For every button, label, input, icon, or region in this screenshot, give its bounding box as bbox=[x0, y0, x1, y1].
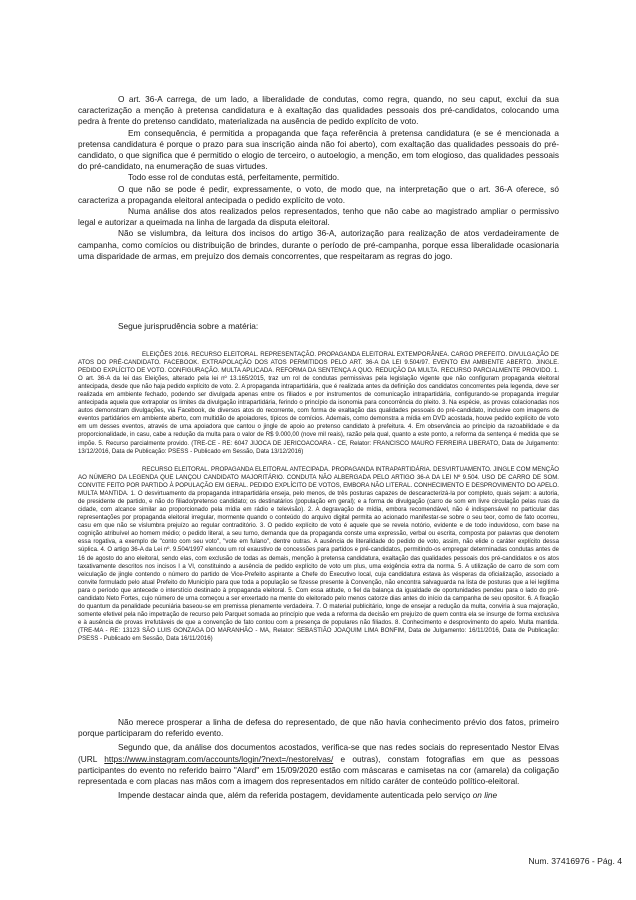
instagram-link[interactable]: https://www.instagram.com/accounts/login/?next=/nestorelvas/ bbox=[104, 753, 334, 764]
paragraph-redes-sociais-end: e outras), constam fotografias em que as pessoas participantes do evento no referido bairro "Alard" em 15/09/2020 estão com máscaras e camisetas na cor (amarela) da coligação representada e com placas nas mãos com a imagem dos representados em nítido caráter de conteúdo político-eleitoral. bbox=[78, 753, 559, 787]
quote-block-tre-ma bbox=[78, 466, 559, 643]
paragraph-rol-condutas: Todo esse rol de condutas está, perfeitamente, permitido. bbox=[128, 172, 340, 183]
jurisprudence-intro: Segue jurisprudência sobre a matéria: bbox=[118, 321, 259, 331]
paragraph-analise-atos: Numa análise dos atos realizados pelos representados, tenho que não cabe ao magistrado ampliar o permissivo legal e autorizar a queimada na linha de largada da disputa eleitoral. bbox=[78, 206, 559, 228]
paragraph-redes-sociais-start: Segundo que, da análise dos documentos acostados, verifica-se que nas redes sociais do representado Nestor Elvas (URL bbox=[78, 742, 559, 764]
page-footer: Num. 37416976 - Pág. 4 bbox=[528, 856, 622, 866]
paragraph-art-36a: O art. 36-A carrega, de um lado, a liberalidade de condutas, como regra, quando, no seu caput, exclui da sua caracterização a menção à pretensa candidatura e à exaltação das qualidades pessoais dos pré-candidatos, colocando uma pedra à frente do pretenso candidato, materializada na ausência de pedido explícito de voto. bbox=[78, 94, 559, 127]
quote-tre-ce: ELEIÇÕES 2016. RECURSO ELEITORAL. REPRESENTAÇÃO. PROPAGANDA ELEITORAL EXTEMPORÂNEA. CARGO PREFEITO. DIVULGAÇÃO DE ATOS DO PRÉ-CANDIDATO. FACEBOOK. EXTRAPOLAÇÃO DOS ATOS PERMITIDOS PELO ART. 36-A DA LEI 9.504/97. EVENTO EM AMBIENTE ABERTO. JINGLE. PEDIDO EXPLÍCITO DE VOTO. CONFIGURAÇÃO. MULTA APLICADA. REFORMA DA SENTENÇA A QUO. REDUÇÃO DA MULTA. RECURSO PARCIALMENTE PROVIDO. 1. O art. 36-A da lei das Eleições, alterado pela lei nº 13.165/2015, traz um rol de condutas permissivas pela legislação vigente que não configuram propaganda eleitoral antecipada, desde que não haja pedido explícito de voto. 2. A propaganda intrapartidária, que é realizada antes da definição dos candidatos concorrentes pela legenda, deve ser realizada em ambiente fechado, podendo ser divulgada apenas entre os filiados e por instrumentos de comunicação intrapartidária, configurando-se propaganda irregular antecipada aquela que extrapolar os limites da divulgação intrapartidária, ferindo o princípio da isonomia para concorrência do pleito. 3. Na espécie, as provas colacionadas nos autos demonstram divulgações, via Facebook, de diversos atos do recorrente, com forma de exaltação das qualidades pessoais do pré-candidato, inclusive com imagens de eventos partidários em ambiente aberto, com multidão de apoiadores, típicos de comícios. Ademais, como demonstra a mídia em DVD acostada, houve pedido explícito de voto em um desses eventos, através de uma apoiadora que cantou o jingle de apoio ao pretenso candidato à prefeitura. 4. Em observância ao princípio da razoabilidade e da proporcionalidade, in casu, cabe a redução da multa para o valor de R$ 9.000,00 (nove mil reais), razão pela qual, quanto a este ponto, a reforma da sentença é medida que se impõe. 5. Recurso parcialmente provido. (TRE-CE - RE: 6047 JIJOCA DE JERICOACOARA - CE, Relator: FRANCISCO MAURO FERREIRA LIBERATO, Data de Julgamento: 13/12/2016, Data de Publicação: PSESS - Publicado em Sessão, Data 13/12/2016) bbox=[78, 351, 559, 455]
closing-section bbox=[78, 717, 559, 801]
quote-block-tre-ce bbox=[78, 351, 559, 456]
paragraph-redes-sociais bbox=[78, 742, 559, 787]
paragraph-impende-italic: on line bbox=[472, 790, 498, 801]
quote-tre-ma: RECURSO ELEITORAL. PROPAGANDA ELEITORAL ANTECIPADA. PROPAGANDA INTRAPARTIDÁRIA. DESVIRTUAMENTO. JINGLE COM MENÇÃO AO NÚMERO DA LEGENDA QUE LANÇOU CANDIDATO MAJORITÁRIO. CONDUTA NÃO ALBERGADA PELO ARTIGO 36-A DA LEI Nº 9.504. USO DE CARRO DE SOM. CONVITE FEITO POR PARTIDO À POPULAÇÃO EM GERAL. PEDIDO EXPLÍCITO DE VOTOS, EMBORA NÃO LITERAL. CONHECIMENTO E DESPROVIMENTO DO APELO. MULTA MANTIDA. 1. O desvirtuamento da propaganda intrapartidária enseja, pelo menos, de três posturas capazes de descaracterizá-la por completo, quais sejam: a autoria, de presidente de partido, e não do filiado/pretenso candidato; os destinatários (população em geral); e a forma de divulgação (carro de som em livre circulação pelas ruas da cidade, com alcance similar ao proporcionado pela mídia em rádio e televisão). 2. A degravação de mídia, embora recomendável, não é indispensável no particular das representações por propaganda eleitoral irregular, mormente quando o conteúdo do arquivo digital permita ao acionado manifestar-se sobre o seu teor, como de fato ocorreu, casu em que não se vislumbra prejuízo ao regular contraditório. 3. O pedido explícito de voto é aquele que se revela notório, evidente e de todo induvidoso, com base na cognição atribuível ao homem médio; o pedido literal, a seu turno, demanda que da propaganda conste uma expressão, verbal ou escrita, composta por palavras que denotem essa rogativa, a exemplo de "conto com seu voto", "vote em fulano", dentre outras. A ausência de literalidade do pedido de voto, assim, não elide o caráter explícito dessa súplica. 4. O artigo 36-A da Lei nº. 9.504/1997 elencou um rol exaustivo de concessões para partidos e pré-candidatos, permitindo-os empregar determinadas condutas antes de 16 de agosto do ano eleitoral, sendo elas, com exclusão de todas as demais, menção à pretensa candidatura, exaltação das qualidades pessoais dos pré-candidatos e os atos taxativamente descritos nos incisos I a VI, constituindo a ausência de pedido explícito de voto um plus, uma exigência extra da norma. 5. A utilização de carro de som com veiculação de jingle contendo o número do partido de Vice-Prefeito aspirante a Chefe do Executivo local, cuja candidatura estava às vésperas da oficialização, associado a convite formulado pelo atual Prefeito do Município para que toda a população se fizesse presente à Convenção, não encontra salvaguarda na lista de posturas que a lei legitima para o período que antecede o interstício destinado à propaganda eleitoral. 5. Com essa atitude, o fiel da balança da igualdade de oportunidades pendeu para o lado do pré-candidato Neto Fortes, cujo número de urna começou a ser enxertado na mente do eleitorado pelo menos catorze dias antes do início da campanha de seu opositor. 6. A fixação do quantum da penalidade pecuniária baseou-se em premissa plenamente verdadeira. 7. O material publicitário, longe de ensejar a redução da multa, conviria à sua majoração, somente efetivel pela não impetração de recurso pelo Parquet somada ao princípio que veda a reforma da decisão em prejuízo de quem contra ela se insurge de forma exclusiva e à ausência de provas irrefutáveis de que a convenção de fato contou com a presença de populares não filiados. 8. Conhecimento e desprovimento do apelo. Multa mantida. (TRE-MA - RE: 13123 SÃO LUIS GONZAGA DO MARANHÃO - MA, Relator: SEBASTIÃO JOAQUIM LIMA BONFIM, Data de Julgamento: 16/11/2016, Data de Publicação: PSESS - Publicado em Sessão, Data 16/11/2016) bbox=[78, 466, 559, 642]
paragraph-defesa: Não merece prosperar a linha de defesa do representado, de que não havia conhecimento prévio dos fatos, primeiro porque participaram do referido evento. bbox=[78, 717, 559, 739]
jurisprudence-heading-block bbox=[78, 321, 559, 332]
paragraph-nao-se-vislumbra: Não se vislumbra, da leitura dos incisos do artigo 36-A, autorização para realização de atos verdadeiramente de campanha, como comícios ou distribuição de brindes, durante o período de pré-campanha, porque essa liberalidade ocasionaria uma disparidade de armas, em prejuízo dos demais concorrentes, que respeitaram as regras do jogo. bbox=[78, 228, 559, 261]
intro-section bbox=[78, 94, 559, 262]
paragraph-consequencia: Em consequência, é permitida a propaganda que faça referência à pretensa candidatura (e se é mencionada a pretensa candidatura é porque o prazo para sua inscrição ainda não foi aberto), com exaltação das qualidades pessoais do pré-candidato, o que significa que é permitido o elogio de terceiro, o autoelogio, a menção, em tom elogioso, das qualidades pessoais do pré-candidato, na enumeração de suas virtudes. bbox=[78, 127, 559, 172]
paragraph-impende bbox=[78, 790, 559, 801]
paragraph-pedido-voto: O que não se pode é pedir, expressamente, o voto, de modo que, na interpretação que o art. 36-A oferece, só caracteriza a propaganda eleitoral antecipada o pedido explícito de voto. bbox=[78, 183, 559, 205]
paragraph-impende-text: Impende destacar ainda que, além da referida postagem, devidamente autenticada pelo serviço bbox=[118, 790, 473, 801]
